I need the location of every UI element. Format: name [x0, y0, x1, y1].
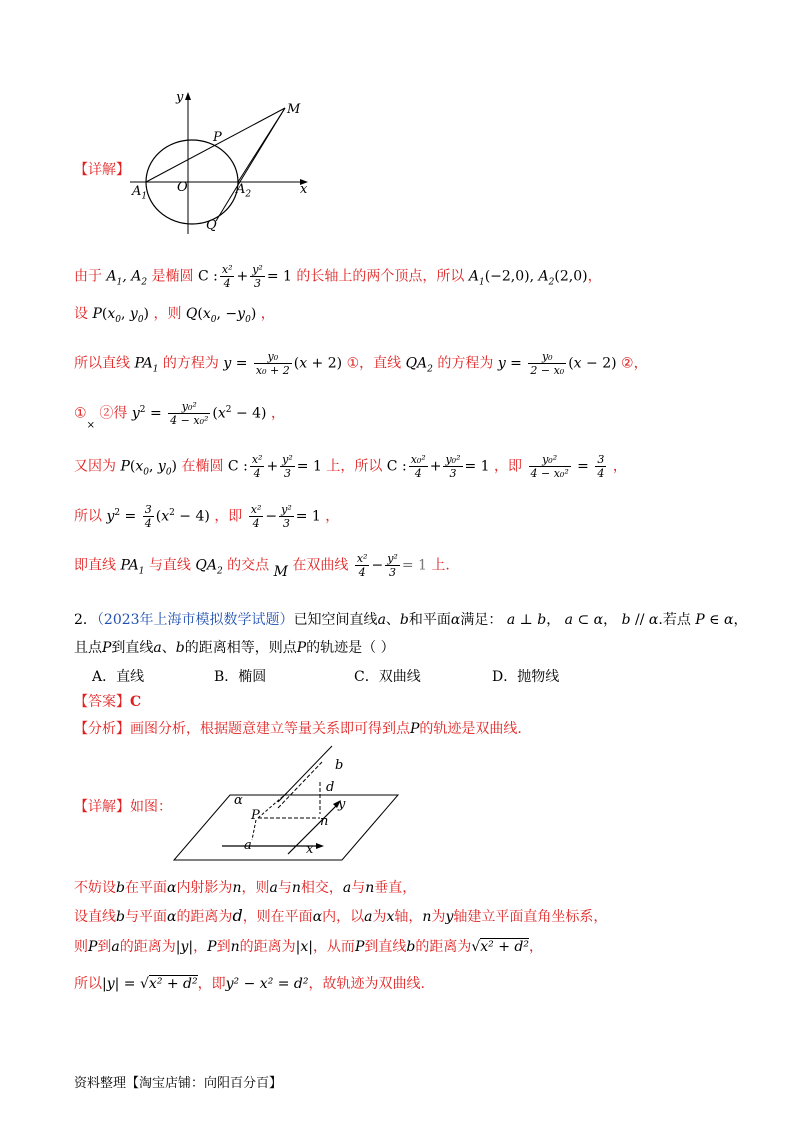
sol1-line-4: $①_\times$ ②得 $y^2$ = $\frac{\text{y₀²}}{\text{4 − x₀²}}$ $(x^2 - 4)$ ，: [74, 400, 285, 431]
fig2-label-b: b: [335, 758, 344, 773]
fig1-label-A1: $A_1$: [132, 184, 148, 202]
option-a[interactable]: A．直线: [92, 669, 145, 685]
fig2-label-alpha: α: [234, 793, 243, 808]
q2-detail: 【详解】如图：: [74, 799, 172, 815]
fig1-label-y: y: [176, 90, 184, 105]
option-d[interactable]: D．抛物线: [492, 669, 560, 685]
sol2-line-1: 不妨设b在平面α内射影为n，则a与n相交，a与n垂直，: [74, 880, 417, 896]
q2-stem-line-1: 2．（2023年上海市模拟数学试题）已知空间直线a、b和平面α满足： a ⊥ b， a ⊂ α， b // α.若点 P ∈ α，: [74, 612, 748, 628]
sol2-line-3: 则P到a的距离为|y|，P到n的距离为|x|，从而P到直线b的距离为√x² + d²，: [74, 939, 543, 955]
sol1-line-1: 由于 $A_1$, $A_2$ 是椭圆 C : $\frac{\text{x²}}{4}$ + $\frac{\text{y²}}{3}$ = 1 的长轴上的两个顶点，所以 $A_1(-2,0)$, $A_2(2,0)$，: [74, 263, 602, 290]
fig1-label-P: P: [213, 130, 222, 145]
detail-tag-1: 【详解】: [74, 162, 130, 178]
option-c[interactable]: C．双曲线: [354, 669, 421, 685]
q2-stem-line-2: 且点P到直线a、b的距离相等，则点P的轨迹是（ ）: [74, 640, 395, 656]
fig2-label-y: y: [338, 797, 346, 812]
fig2-label-P: P: [251, 808, 260, 823]
fig1-label-O: O: [177, 180, 188, 195]
fig1-label-A2: $A_2$: [236, 182, 252, 200]
plane-figure: [170, 742, 400, 862]
sol1-line-5: 又因为 $P(x_0$, $y_0$) 在椭圆 C : $\frac{\text{x²}}{4}$ + $\frac{\text{y²}}{3}$ = 1 上，所以 C : $\frac{\text{x₀²}}{4}$ + $\frac{\text{y₀²}}{3}$ = 1 ，即 $\frac{\text{y₀²}}{\text{4 − x₀²}}$ = $\frac{3}{4}$ ，: [74, 453, 627, 480]
sol2-line-2: 设直线b与平面α的距离为d，则在平面α内，以a为x轴，n为y轴建立平面直角坐标系，: [74, 906, 608, 925]
q2-answer: 【答案】C: [74, 694, 142, 710]
q2-source: （2023年上海市模拟数学试题）: [96, 612, 294, 628]
fig2-label-x: x: [306, 842, 314, 857]
sol1-line-7: 即直线 $PA_1$ 与直线 $QA_2$ 的交点 M 在双曲线 $\frac{\text{x²}}{4}$ − $\frac{\text{y²}}{3}$ = 1 上.: [74, 552, 450, 580]
fig2-label-d: d: [326, 780, 335, 795]
fig2-label-n: n: [320, 814, 329, 829]
fig2-label-a: a: [244, 838, 252, 853]
sol2-line-4: 所以|y| = √x² + d²，即y² − x² = d²，故轨迹为双曲线.: [74, 976, 425, 992]
fig1-label-Q: Q: [206, 218, 217, 233]
sol1-line-2: 设 $P(x_0$, $y_0$) ，则 $Q(x_0$, $-y_0$) ，: [74, 306, 275, 325]
fig1-label-x: x: [300, 182, 308, 197]
sol1-line-3: 所以直线 $PA_1$ 的方程为 y = $\frac{\text{y₀}}{\text{x₀ + 2}}$ (x + 2) ①，直线 $QA_2$ 的方程为 y = $\frac{\text{y₀}}{\text{2 − x₀}}$ (x − 2) ②，: [74, 350, 648, 377]
option-b[interactable]: B．椭圆: [214, 669, 267, 685]
sol1-line-6: 所以 $y^2$ = $\frac{3}{4}$ $(x^2 - 4)$ ，即 $\frac{\text{x²}}{4}$ − $\frac{\text{y²}}{3}$ = 1 ，: [74, 503, 340, 531]
footer-text: 资料整理【淘宝店铺：向阳百分百】: [74, 1076, 283, 1091]
fig1-label-M: M: [287, 102, 301, 117]
q2-analysis: 【分析】画图分析，根据题意建立等量关系即可得到点P的轨迹是双曲线.: [74, 721, 522, 737]
